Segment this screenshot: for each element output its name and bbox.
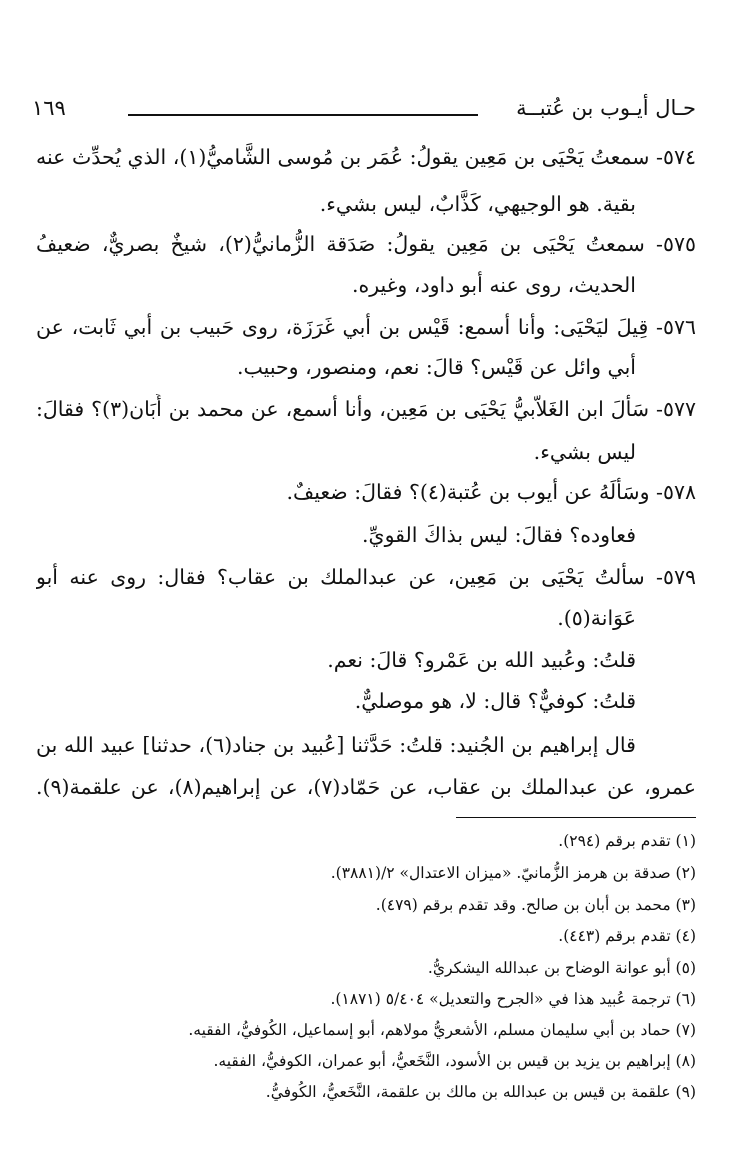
entry-577-line-2: ليس بشيء.	[533, 440, 636, 464]
footnote-2: (٢) صدقة بن هرمز الزُّمانيّ. «ميزان الاعتدال» ٢/(٣٨٨١).	[330, 864, 696, 882]
footnote-1: (١) تقدم برقم (٢٩٤).	[558, 832, 696, 850]
footnote-5: (٥) أبو عوانة الوضاح بن عبدالله اليشكريُّ.	[427, 959, 696, 977]
page-number: ١٦٩	[32, 96, 66, 120]
entry-577-line-1: ٥٧٧- سَألَ ابن الغَلاّبيُّ يَحْيَى بن مَعِين، وأنا أسمع، عن محمد بن أَبَان(٣)؟ فقالَ:	[36, 397, 696, 421]
entry-578-line-2: فعاوده؟ فقالَ: ليس بذاكَ القويِّ.	[362, 523, 636, 547]
footnote-9: (٩) علقمة بن قيس بن عبدالله بن مالك بن علقمة، النَّخَعيُّ، الكُوفيُّ.	[265, 1083, 696, 1101]
footnote-6: (٦) ترجمة عُبيد هذا في «الجرح والتعديل» ٥/٤٠٤ (١٨٧١).	[330, 990, 696, 1008]
entry-576-line-1: ٥٧٦- قِيلَ ليَحْيَى: وأنا أسمع: قَيْس بن أبي غَرَزَة، روى حَبيب بن أبي ثَابت، عن	[36, 315, 696, 339]
entry-574-line-1: ٥٧٤- سمعتُ يَحْيَى بن مَعِين يقولُ: عُمَر بن مُوسى الشَّاميُّ(١)، الذي يُحدِّث عنه	[36, 145, 696, 169]
entry-579-line-4: قلتُ: كوفيٌّ؟ قال: لا، هو موصليٌّ.	[354, 689, 636, 713]
entry-579-line-5: قال إبراهيم بن الجُنيد: قلتُ: حَدَّثنا [عُبيد بن جناد(٦)، حدثنا] عبيد الله بن	[36, 733, 636, 757]
footnote-separator	[456, 817, 696, 818]
running-header	[32, 96, 696, 128]
entry-579-line-6: عمرو، عن عبدالملك بن عقاب، عن حَمّاد(٧)، عن إبراهيم(٨)، عن علقمة(٩).	[36, 775, 696, 799]
entry-575-line-2: الحديث، روى عنه أبو داود، وغيره.	[351, 273, 636, 297]
footnote-3: (٣) محمد بن أبان بن صالح. وقد تقدم برقم (٤٧٩).	[375, 896, 696, 914]
header-title: حـال أيـوب بن عُتبــة	[516, 96, 696, 120]
entry-579-line-1: ٥٧٩- سألتُ يَحْيَى بن مَعِين، عن عبدالملك بن عقاب؟ فقال: روى عنه أبو	[36, 565, 696, 589]
entry-579-line-3: قلتُ: وعُبيد الله بن عَمْرو؟ قالَ: نعم.	[327, 648, 636, 672]
entry-576-line-2: أبي وائل عن قَيْس؟ قالَ: نعم، ومنصور، وحبيب.	[236, 355, 636, 379]
entry-578-line-1: ٥٧٨- وسَألَهُ عن أيوب بن عُتبة(٤)؟ فقالَ: ضعيفٌ.	[286, 480, 696, 504]
entry-579-line-2: عَوَانة(٥).	[557, 606, 636, 630]
footnote-7: (٧) حماد بن أبي سليمان مسلم، الأشعريُّ مولاهم، أبو إسماعيل، الكُوفيُّ، الفقيه.	[188, 1021, 696, 1039]
header-rule	[128, 114, 478, 116]
entry-574-line-2: بقية. هو الوجيهي، كَذَّابٌ، ليس بشيء.	[319, 192, 636, 216]
footnote-8: (٨) إبراهيم بن يزيد بن قيس بن الأسود، النَّخَعيُّ، أبو عمران، الكوفيُّ، الفقيه.	[213, 1052, 696, 1070]
entry-575-line-1: ٥٧٥- سمعتُ يَحْيَى بن مَعِين يقولُ: صَدَقة الزُّمانيُّ(٢)، شيخٌ بصريٌّ، ضعيفُ	[36, 232, 696, 256]
footnote-4: (٤) تقدم برقم (٤٤٣).	[558, 927, 696, 945]
